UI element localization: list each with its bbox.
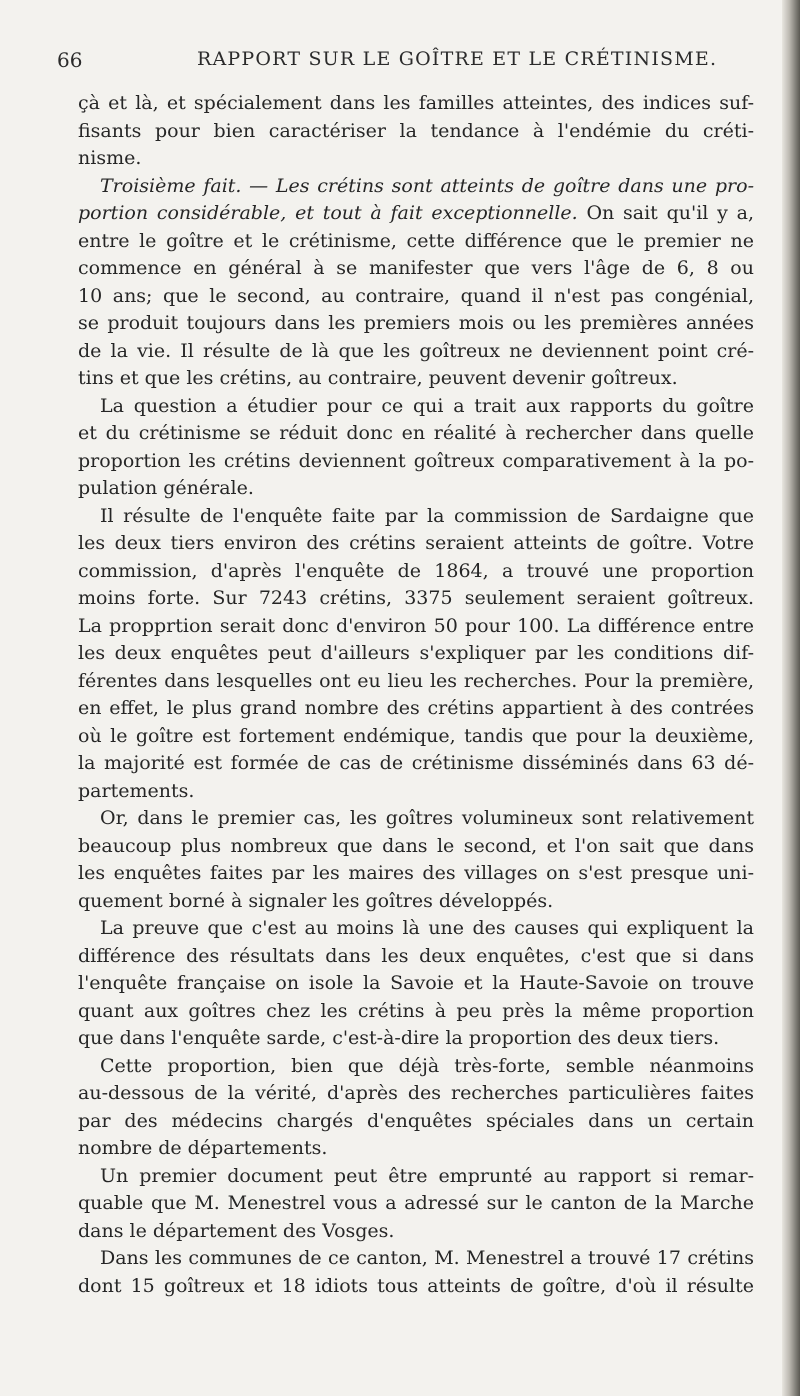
text-line (78, 585, 754, 613)
line-text: Dans les communes de ce canton, M. Menestrel a trouvé 17 crétins (100, 1247, 754, 1269)
line-text: La preuve que c'est au moins là une des causes qui expliquent la (100, 917, 754, 939)
text-line (78, 943, 754, 971)
line-text: les enquêtes faites par les maires des villages on s'est presque uni- (78, 862, 754, 884)
text-line (78, 475, 754, 503)
line-text: beaucoup plus nombreux que dans le second, et l'on sait que dans (78, 834, 754, 857)
line-text: au-dessous de la vérité, d'après des recherches particulières faites (78, 1082, 754, 1104)
text-line (78, 1218, 754, 1246)
line-text: La question a étudier pour ce qui a trait aux rapports du goître (100, 394, 754, 417)
line-text: tins et que les crétins, au contraire, peuvent devenir goîtreux. (78, 367, 678, 389)
text-line (78, 668, 754, 696)
text-line (78, 640, 754, 668)
text-line (78, 998, 754, 1026)
text-line (78, 118, 754, 146)
line-text: nombre de départements. (78, 1137, 328, 1159)
text-line (78, 915, 754, 943)
text-line (78, 1108, 754, 1136)
text-line (78, 723, 754, 751)
text-line (78, 530, 754, 558)
text-line (78, 695, 754, 723)
text-line (78, 805, 754, 833)
line-text: pulation générale. (78, 477, 254, 499)
line-text: On sait qu'il y a, (577, 202, 754, 224)
line-text: férentes dans lesquelles ont eu lieu les recherches. Pour la première, (78, 669, 754, 692)
line-text: nisme. (78, 147, 142, 169)
text-line (78, 860, 754, 888)
line-text: de la vie. Il résulte de là que les goîtreux ne deviennent point cré- (78, 339, 754, 362)
line-text: entre le goître et le crétinisme, cette différence que le premier ne (78, 229, 754, 252)
line-text: et du crétinisme se réduit donc en réalité à rechercher dans quelle (78, 422, 754, 444)
text-line (78, 1135, 754, 1163)
line-text: l'enquête française on isole la Savoie et la Haute-Savoie on trouve (78, 972, 754, 994)
text-line (78, 228, 754, 256)
page-header (57, 48, 757, 78)
line-text: quable que M. Menestrel vous a adressé sur le canton de la Marche (78, 1192, 754, 1214)
text-line (78, 1163, 754, 1191)
text-line (78, 448, 754, 476)
running-title: RAPPORT SUR LE GOÎTRE ET LE CRÉTINISME. (197, 48, 718, 70)
line-text: çà et là, et spécialement dans les familles atteintes, des indices suf- (78, 92, 754, 114)
line-text: que dans l'enquête sarde, c'est-à-dire la proportion des deux tiers. (78, 1027, 720, 1049)
text-line (78, 833, 754, 861)
line-text: différence des résultats dans les deux enquêtes, c'est que si dans (78, 944, 754, 967)
line-text: La propprtion serait donc d'environ 50 pour 100. La différence entre (78, 614, 754, 637)
text-line (78, 970, 754, 998)
text-line (78, 90, 754, 118)
text-line (78, 613, 754, 641)
line-text: Or, dans le premier cas, les goîtres volumineux sont relativement (100, 807, 754, 829)
line-text: dont 15 goîtreux et 18 idiots tous atteints de goître, d'où il résulte (78, 1274, 754, 1297)
italic-text: Troisième fait. — Les crétins sont atteints de goître dans une pro- (100, 174, 754, 197)
line-text: où le goître est fortement endémique, tandis que pour la deuxième, (78, 724, 754, 747)
line-text: commission, d'après l'enquête de 1864, a trouvé une proportion (78, 559, 754, 582)
text-line (78, 888, 754, 916)
body-text (78, 90, 754, 1300)
text-line (78, 283, 754, 311)
text-line (78, 310, 754, 338)
text-line (78, 1080, 754, 1108)
line-text: Il résulte de l'enquête faite par la commission de Sardaigne que (100, 504, 754, 527)
line-text: 10 ans; que le second, au contraire, quand il n'est pas congénial, (78, 284, 754, 307)
text-line (78, 145, 754, 173)
text-line (78, 255, 754, 283)
text-line (78, 558, 754, 586)
text-line (78, 1273, 754, 1301)
line-text: commence en général à se manifester que vers l'âge de 6, 8 ou (78, 257, 754, 279)
line-text: quant aux goîtres chez les crétins à peu près la même proportion (78, 999, 754, 1022)
line-text: partements. (78, 779, 195, 802)
text-line (78, 1245, 754, 1273)
text-line (78, 393, 754, 421)
line-text: les deux enquêtes peut d'ailleurs s'expliquer par les conditions dif- (78, 642, 754, 664)
text-line (78, 1025, 754, 1053)
page-number: 66 (57, 48, 83, 72)
line-text: quement borné à signaler les goîtres développés. (78, 889, 554, 912)
line-text: par des médecins chargés d'enquêtes spéciales dans un certain (78, 1109, 754, 1132)
line-text: en effet, le plus grand nombre des crétins appartient à des contrées (78, 697, 754, 719)
line-text: Cette proportion, bien que déjà très-forte, semble néanmoins (100, 1054, 754, 1077)
text-line (78, 778, 754, 806)
line-text: moins forte. Sur 7243 crétins, 3375 seulement seraient goîtreux. (78, 587, 754, 609)
line-text: Un premier document peut être emprunté au rapport si remar- (100, 1164, 754, 1187)
italic-text: portion considérable, et tout à fait exceptionnelle. (78, 202, 578, 224)
page-edge-shadow (782, 0, 800, 1396)
line-text: dans le département des Vosges. (78, 1219, 395, 1242)
line-text: se produit toujours dans les premiers mois ou les premières années (78, 312, 754, 334)
line-text: la majorité est formée de cas de crétinisme disséminés dans 63 dé- (78, 752, 754, 774)
text-line (78, 420, 754, 448)
line-text: les deux tiers environ des crétins seraient atteints de goître. Votre (78, 532, 754, 554)
text-line (78, 365, 754, 393)
text-line (78, 173, 754, 201)
text-line (78, 750, 754, 778)
text-line (78, 200, 754, 228)
line-text: fisants pour bien caractériser la tendance à l'endémie du créti- (78, 119, 754, 142)
text-line (78, 1190, 754, 1218)
text-line (78, 1053, 754, 1081)
text-line (78, 338, 754, 366)
line-text: proportion les crétins deviennent goîtreux comparativement à la po- (78, 449, 754, 472)
text-line (78, 503, 754, 531)
